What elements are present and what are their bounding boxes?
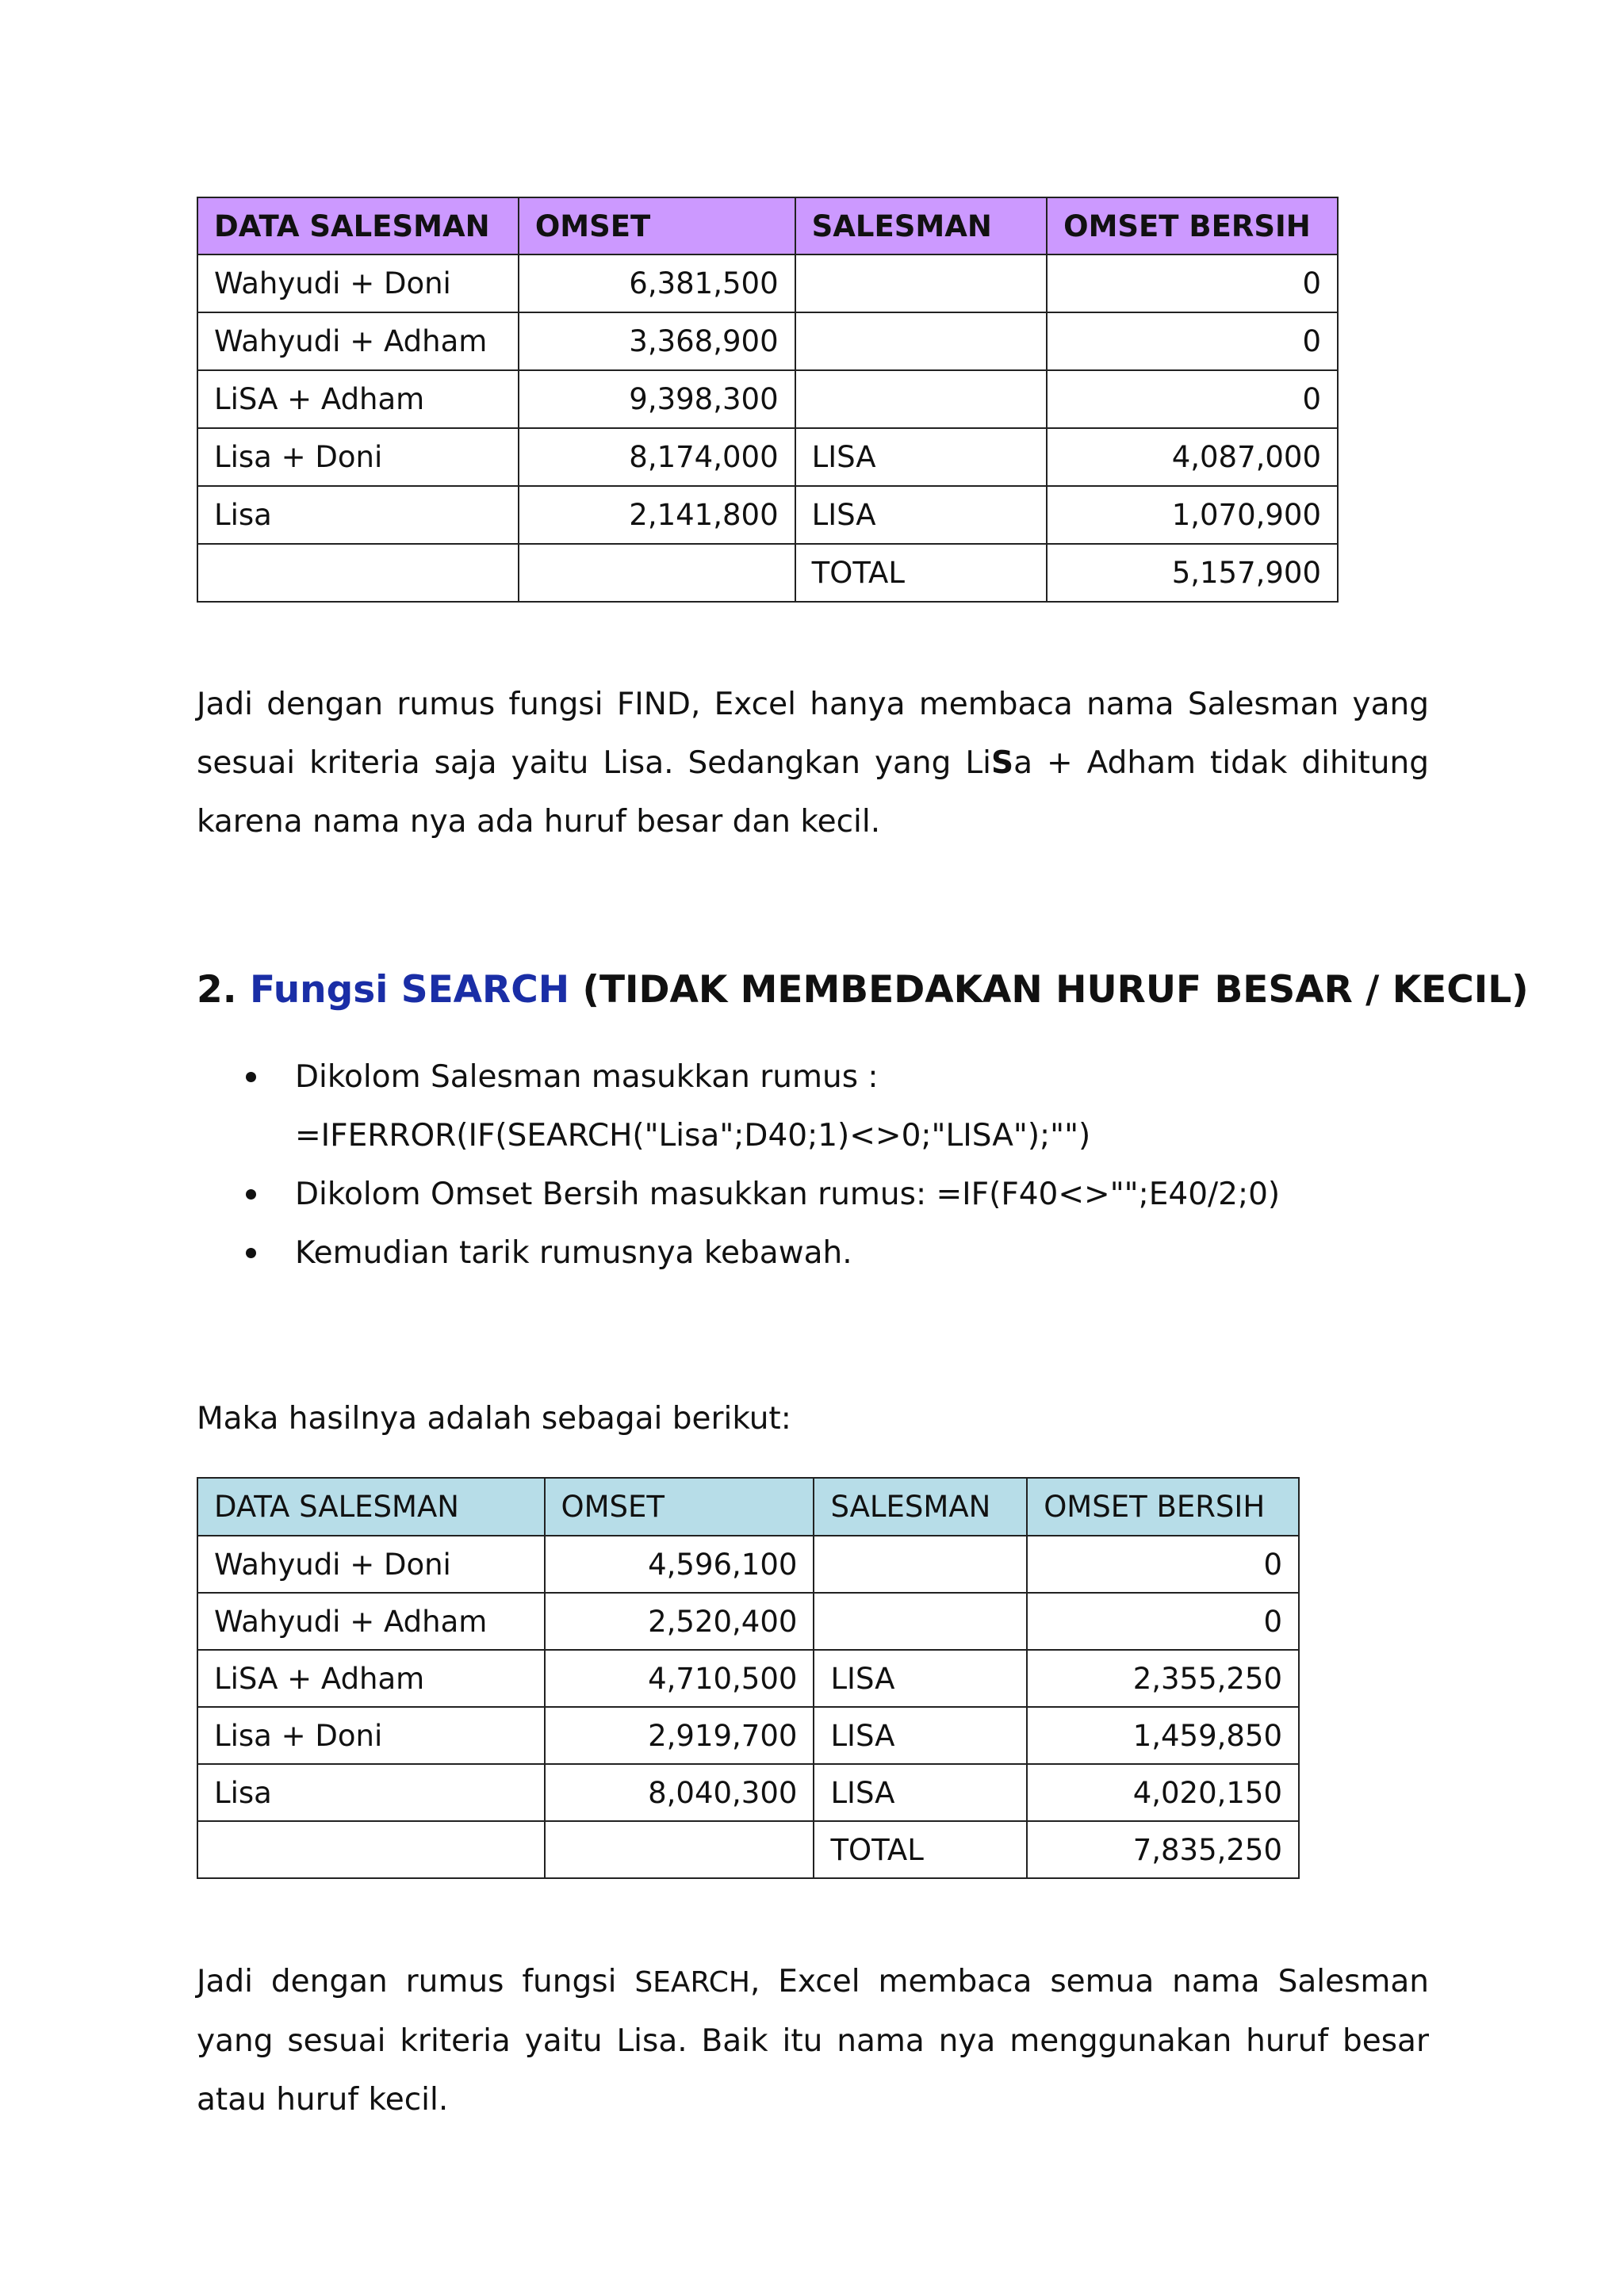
cell-data-salesman bbox=[197, 1821, 545, 1878]
table-row bbox=[197, 1593, 1299, 1650]
cell-omset-bersih: 0 bbox=[1047, 254, 1338, 312]
cell-data-salesman: Wahyudi + Adham bbox=[197, 312, 519, 370]
cell-omset: 6,381,500 bbox=[519, 254, 795, 312]
list-item-formula: =IFERROR(IF(SEARCH("Lisa";D40;1)<>0;"LISA");"") bbox=[295, 1118, 1091, 1154]
cell-salesman bbox=[795, 312, 1048, 370]
search-result-table bbox=[197, 1477, 1300, 1879]
cell-omset-bersih: 1,459,850 bbox=[1027, 1707, 1299, 1764]
header-data-salesman: DATA SALESMAN bbox=[197, 1478, 545, 1536]
heading-strong-text: TIDAK MEMBEDAKAN bbox=[599, 968, 1043, 1012]
table-row bbox=[197, 254, 1338, 312]
cell-salesman bbox=[814, 1593, 1027, 1650]
table-row bbox=[197, 1764, 1299, 1821]
cell-salesman: LISA bbox=[814, 1764, 1027, 1821]
cell-total-label: TOTAL bbox=[795, 544, 1048, 602]
cell-total-value: 7,835,250 bbox=[1027, 1821, 1299, 1878]
header-salesman: SALESMAN bbox=[795, 197, 1048, 254]
paragraph-text: , Excel membaca semua nama Salesman yang sesuai kriteria yaitu Lisa. Baik itu nama nya menggunakan huruf besar atau huruf kecil. bbox=[197, 1964, 1430, 2118]
cell-salesman: LISA bbox=[795, 428, 1048, 486]
cell-data-salesman: LiSA + Adham bbox=[197, 370, 519, 428]
cell-omset: 9,398,300 bbox=[519, 370, 795, 428]
table-header-row bbox=[197, 197, 1338, 254]
bullet-icon bbox=[246, 1248, 256, 1258]
list-item bbox=[197, 1165, 1280, 1224]
header-omset: OMSET bbox=[545, 1478, 814, 1536]
cell-salesman bbox=[814, 1536, 1027, 1593]
table-row bbox=[197, 1536, 1299, 1593]
paragraph-text: Jadi dengan rumus fungsi FIND, Excel hanya membaca nama Salesman yang sesuai kriteria saja yaitu Lisa. Sedangkan yang Li bbox=[197, 687, 1429, 781]
table-row bbox=[197, 486, 1338, 544]
bold-letter: S bbox=[990, 745, 1014, 781]
cell-omset: 8,040,300 bbox=[545, 1764, 814, 1821]
list-item-text: Kemudian tarik rumusnya kebawah. bbox=[295, 1235, 852, 1271]
cell-data-salesman: Wahyudi + Doni bbox=[197, 1536, 545, 1593]
cell-total-value: 5,157,900 bbox=[1047, 544, 1338, 602]
table-row bbox=[197, 1650, 1299, 1707]
cell-omset-bersih: 0 bbox=[1027, 1536, 1299, 1593]
header-omset-bersih: OMSET BERSIH bbox=[1047, 197, 1338, 254]
bullet-icon bbox=[246, 1189, 256, 1200]
cell-omset: 2,141,800 bbox=[519, 486, 795, 544]
cell-omset bbox=[519, 544, 795, 602]
cell-omset: 4,710,500 bbox=[545, 1650, 814, 1707]
cell-omset: 3,368,900 bbox=[519, 312, 795, 370]
result-intro-paragraph: Maka hasilnya adalah sebagai berikut: bbox=[197, 1401, 791, 1437]
table-total-row bbox=[197, 544, 1338, 602]
table-header-row bbox=[197, 1478, 1299, 1536]
cell-omset-bersih: 0 bbox=[1027, 1593, 1299, 1650]
cell-data-salesman: Lisa bbox=[197, 486, 519, 544]
cell-omset: 2,919,700 bbox=[545, 1707, 814, 1764]
cell-data-salesman: Wahyudi + Doni bbox=[197, 254, 519, 312]
list-item bbox=[197, 1048, 1280, 1165]
header-omset-bersih: OMSET BERSIH bbox=[1027, 1478, 1299, 1536]
cell-data-salesman: Lisa bbox=[197, 1764, 545, 1821]
table-row bbox=[197, 370, 1338, 428]
header-omset: OMSET bbox=[519, 197, 795, 254]
list-item-text: Dikolom Salesman masukkan rumus : bbox=[295, 1059, 879, 1095]
cell-salesman: LISA bbox=[795, 486, 1048, 544]
cell-omset: 4,596,100 bbox=[545, 1536, 814, 1593]
cell-omset-bersih: 0 bbox=[1047, 312, 1338, 370]
bullet-icon bbox=[246, 1072, 256, 1082]
paragraph-text: a + Adham tidak dihitung karena nama nya ada huruf besar dan kecil. bbox=[197, 745, 1429, 840]
cell-data-salesman: LiSA + Adham bbox=[197, 1650, 545, 1707]
instruction-list bbox=[197, 1048, 1280, 1283]
function-name: SEARCH bbox=[634, 1966, 750, 1999]
cell-total-label: TOTAL bbox=[814, 1821, 1027, 1878]
cell-omset-bersih: 4,020,150 bbox=[1027, 1764, 1299, 1821]
cell-omset: 2,520,400 bbox=[545, 1593, 814, 1650]
section-heading bbox=[197, 962, 1529, 1018]
search-explanation-paragraph bbox=[197, 1953, 1429, 2130]
cell-data-salesman: Lisa + Doni bbox=[197, 428, 519, 486]
cell-salesman bbox=[795, 254, 1048, 312]
cell-omset bbox=[545, 1821, 814, 1878]
cell-omset-bersih: 0 bbox=[1047, 370, 1338, 428]
find-explanation-paragraph bbox=[197, 675, 1429, 851]
heading-number: 2. bbox=[197, 968, 237, 1012]
table-total-row bbox=[197, 1821, 1299, 1878]
cell-omset-bersih: 2,355,250 bbox=[1027, 1650, 1299, 1707]
cell-data-salesman: Wahyudi + Adham bbox=[197, 1593, 545, 1650]
cell-salesman bbox=[795, 370, 1048, 428]
header-salesman: SALESMAN bbox=[814, 1478, 1027, 1536]
list-item-text: Dikolom Omset Bersih masukkan rumus: =IF(F40<>"";E40/2;0) bbox=[295, 1177, 1281, 1212]
find-result-table bbox=[197, 197, 1339, 603]
heading-open-paren: ( bbox=[582, 968, 599, 1012]
table-row bbox=[197, 1707, 1299, 1764]
table-row bbox=[197, 428, 1338, 486]
cell-omset-bersih: 1,070,900 bbox=[1047, 486, 1338, 544]
heading-title: Fungsi SEARCH bbox=[249, 968, 570, 1012]
header-data-salesman: DATA SALESMAN bbox=[197, 197, 519, 254]
cell-data-salesman bbox=[197, 544, 519, 602]
cell-data-salesman: Lisa + Doni bbox=[197, 1707, 545, 1764]
list-item bbox=[197, 1224, 1280, 1283]
cell-omset-bersih: 4,087,000 bbox=[1047, 428, 1338, 486]
cell-omset: 8,174,000 bbox=[519, 428, 795, 486]
cell-salesman: LISA bbox=[814, 1707, 1027, 1764]
paragraph-text: Jadi dengan rumus fungsi bbox=[197, 1964, 635, 1999]
heading-rest: HURUF BESAR / KECIL) bbox=[1042, 968, 1529, 1012]
table-row bbox=[197, 312, 1338, 370]
cell-salesman: LISA bbox=[814, 1650, 1027, 1707]
